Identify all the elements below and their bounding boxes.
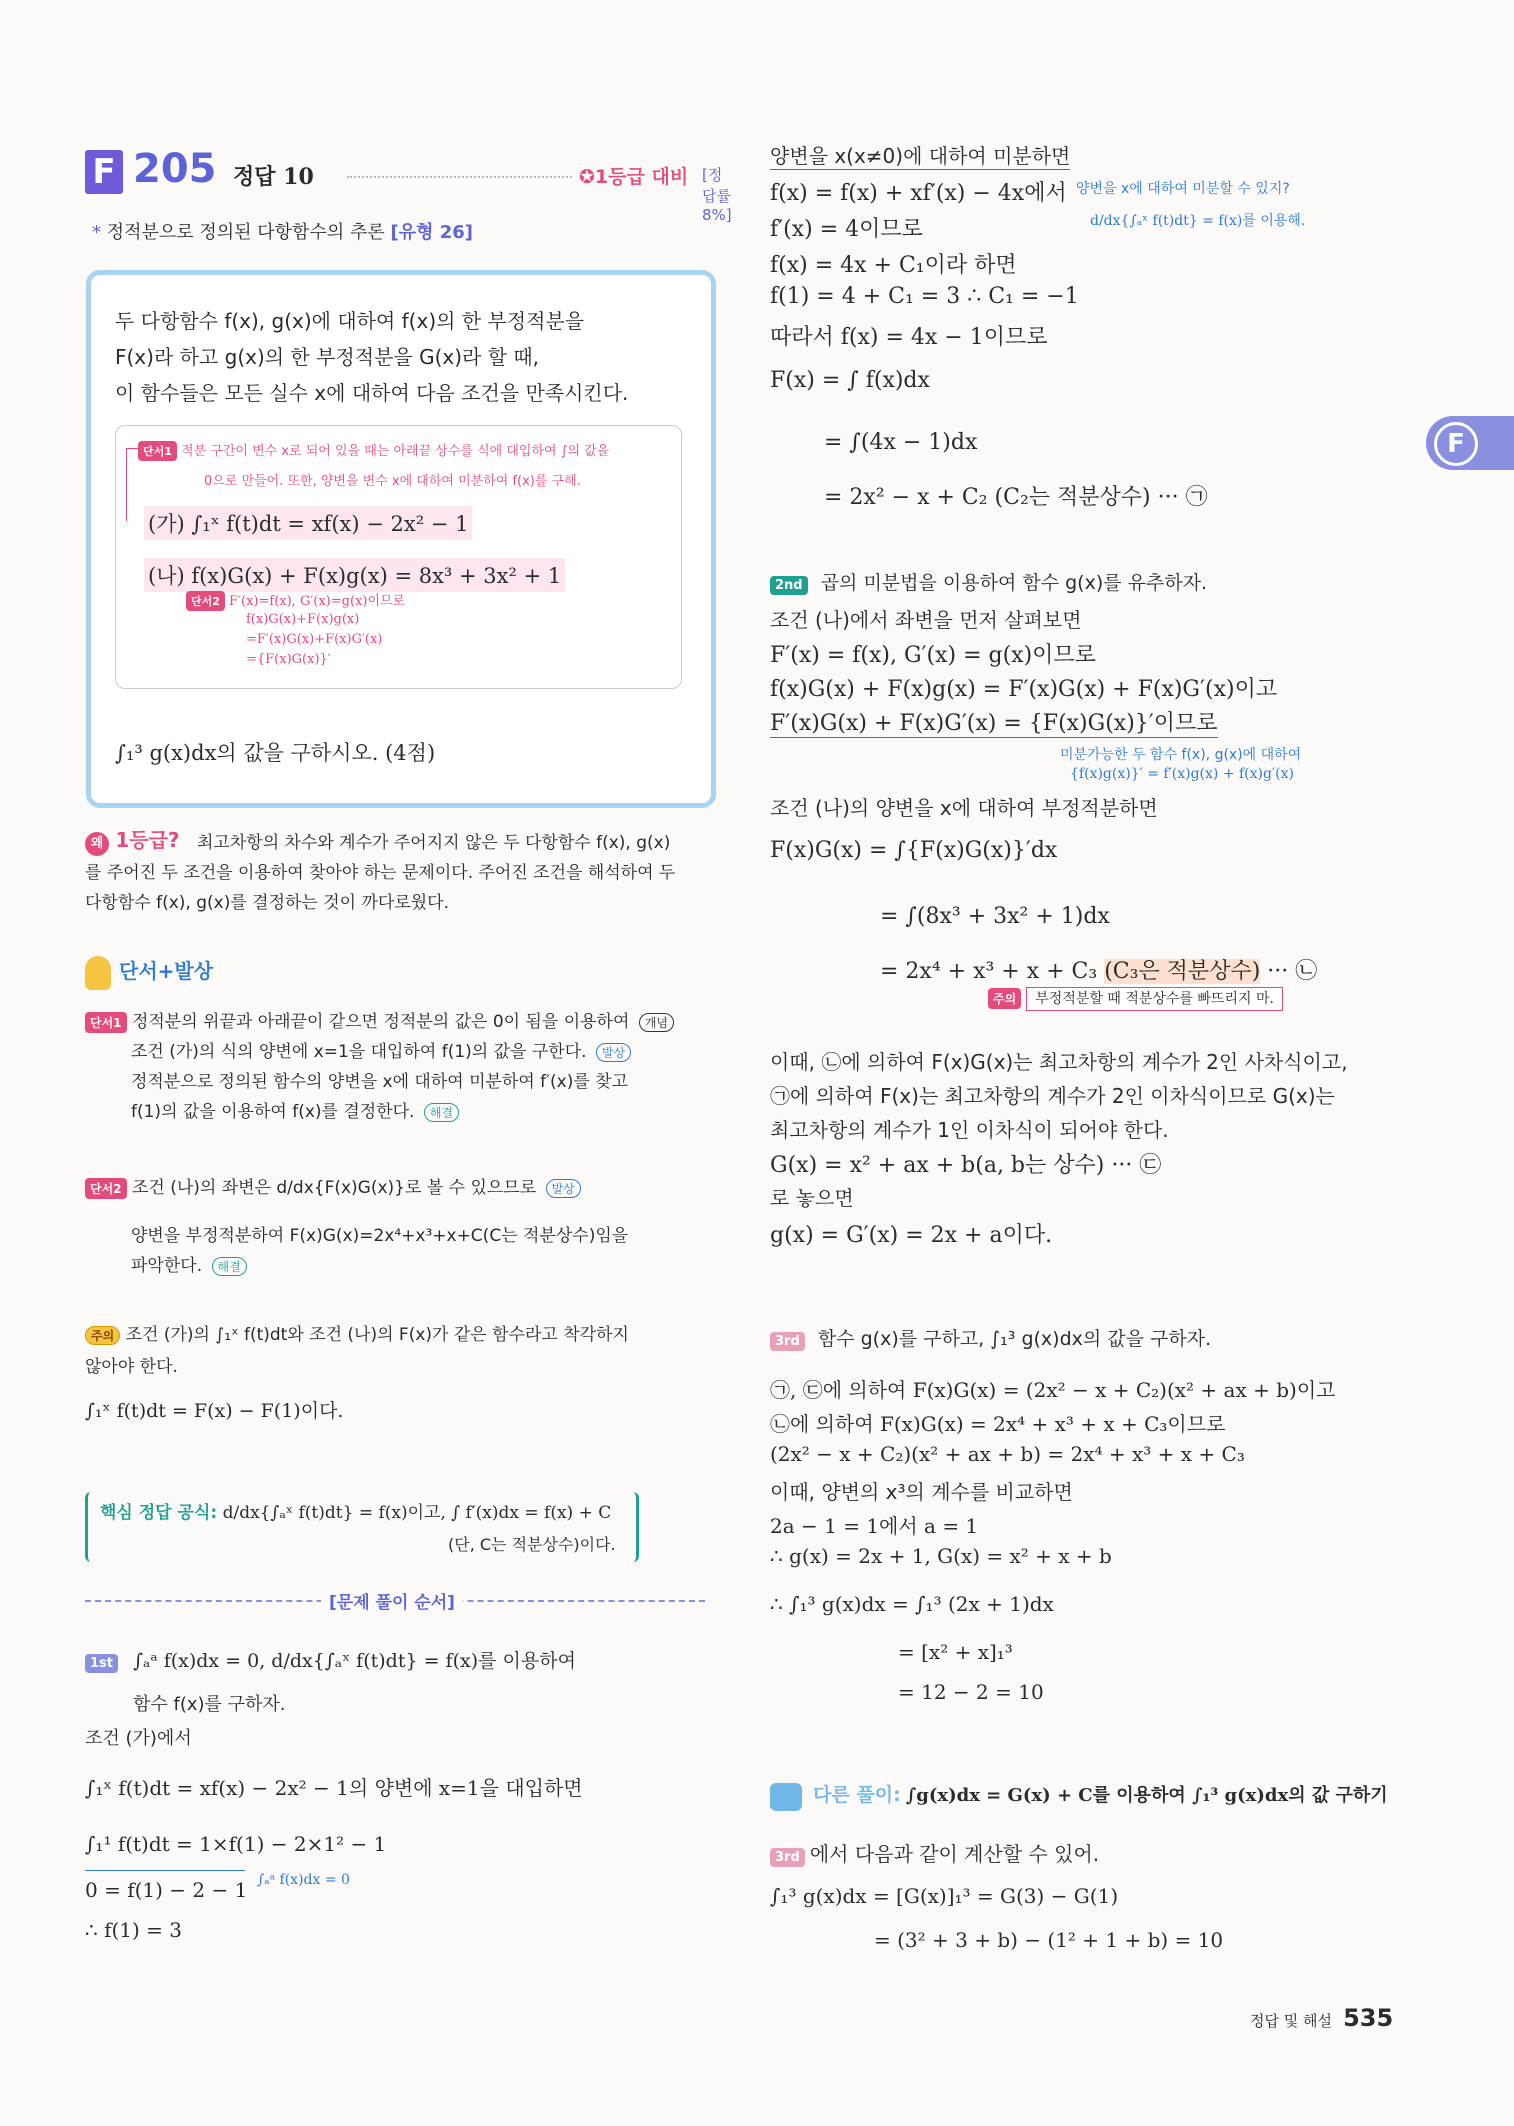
hint1-text-1: 적분 구간이 변수 x로 되어 있을 때는 아래끝 상수를 식에 대입하여 ∫의 값을 (181, 444, 610, 459)
formula-line-2: (단, C는 적분상수)이다. (448, 1535, 616, 1554)
caution-line-3: ∫₁ˣ f(t)dt = F(x) − F(1)이다. (85, 1400, 344, 1422)
step-1-line-6: 0 = f(1) − 2 − 1 (85, 1878, 248, 1902)
dotted-leader (347, 176, 572, 178)
clue-1-line-2 (131, 1037, 631, 1062)
hint1-text-2: 0으로 만들어. 또한, 양변을 변수 x에 대하여 미분하여 f(x)를 구해. (204, 474, 581, 489)
star-icon: ✪ (579, 166, 595, 188)
step-2-label: 2nd (770, 576, 808, 595)
s2-line-13: 로 놓으면 (770, 1186, 854, 1210)
clue-1-line-1 (85, 1007, 674, 1033)
step-2-title (770, 568, 1207, 595)
solution-order-divider (85, 1588, 705, 1612)
why-title-text: 1등급? (115, 828, 180, 852)
formula-label: 핵심 정답 공식: (100, 1503, 218, 1523)
solution-order-title: [문제 풀이 순서] (321, 1588, 463, 1613)
s3-line-6: ∴ g(x) = 2x + 1, G(x) = x² + x + b (770, 1544, 1112, 1568)
page-number: 535 (1343, 2004, 1394, 2032)
s2-line-2: F′(x) = f(x), G′(x) = g(x)이므로 (770, 643, 1096, 668)
clue-1-text-2: 조건 (가)의 식의 양변에 x=1을 대입하여 f(1)의 값을 구한다. (131, 1042, 587, 1062)
chapter-letter-badge: F (85, 150, 123, 194)
clue-2-text-3: 파악한다. (131, 1256, 203, 1276)
hint2-text-3: =F′(x)G(x)+F(x)G′(x) (246, 632, 383, 647)
clue-2-line-3 (131, 1251, 247, 1276)
r1-line-1: 양변을 x(x≠0)에 대하여 미분하면 (770, 140, 1070, 170)
step-1-line-7: ∴ f(1) = 3 (85, 1918, 183, 1942)
alt-icon (770, 1783, 802, 1811)
r1-note-2a: 양변을 x에 대하여 미분할 수 있지? (1076, 181, 1290, 197)
problem-question: ∫₁³ g(x)dx의 값을 구하시오. (4점) (115, 741, 436, 765)
step-1-line-5: ∫₁¹ f(t)dt = 1×f(1) − 2×1² − 1 (85, 1832, 387, 1856)
why-line-3: 다항함수 f(x), g(x)를 결정하는 것이 까다로웠다. (85, 893, 450, 913)
s2-line-11: 최고차항의 계수가 1인 이차식이 되어야 한다. (770, 1118, 1169, 1142)
clue-1-tag-solve: 해결 (424, 1103, 459, 1122)
clue-1-tag-concept: 개념 (639, 1013, 674, 1032)
s3-line-4: 이때, 양변의 x³의 계수를 비교하면 (770, 1480, 1073, 1504)
hint2-text-4: ={F(x)G(x)}′ (246, 652, 331, 667)
caution-badge: 주의 (85, 1326, 120, 1345)
step-3-title-text: 함수 g(x)를 구하고, ∫₁³ g(x)dx의 값을 구하자. (817, 1328, 1212, 1350)
topic-line (92, 218, 473, 244)
s2-line-9: 이때, ㉡에 의하여 F(x)G(x)는 최고차항의 계수가 2인 사차식이고, (770, 1050, 1348, 1074)
step-1-text-1: ∫ₐᵃ f(x)dx = 0, d/dx{∫ₐˣ f(t)dt} = f(x)를 이용하여 (133, 1650, 576, 1672)
s3-line-2: ㉡에 의하여 F(x)G(x) = 2x⁴ + x³ + x + C₃이므로 (770, 1412, 1226, 1436)
hint2 (186, 590, 405, 611)
s2-warning-text: 부정적분할 때 적분상수를 빠뜨리지 마. (1026, 987, 1283, 1011)
step-1-label: 1st (85, 1654, 118, 1673)
alt-label: 다른 풀이: (813, 1784, 901, 1806)
s2-line-4: F′(x)G(x) + F(x)G′(x) = {F(x)G(x)}′이므로 (770, 706, 1218, 738)
alt-line-1 (770, 1838, 1099, 1867)
clue-1-label: 단서1 (85, 1012, 127, 1033)
difficulty-label (579, 162, 688, 189)
s2-line-6: F(x)G(x) = ∫{F(x)G(x)}′dx (770, 838, 1058, 863)
problem-box (86, 270, 716, 808)
condition-a: (가) ∫₁ˣ f(t)dt = xf(x) − 2x² − 1 (144, 506, 472, 540)
alt-step-label: 3rd (770, 1848, 805, 1867)
s3-line-7: ∴ ∫₁³ g(x)dx = ∫₁³ (2x + 1)dx (770, 1592, 1054, 1616)
problem-number: 205 (133, 146, 217, 192)
alt-line-2: ∫₁³ g(x)dx = [G(x)]₁³ = G(3) − G(1) (770, 1884, 1119, 1908)
s2-warning-badge: 주의 (988, 988, 1021, 1009)
difficulty-text: 1등급 대비 (594, 166, 689, 188)
step-2-title-text: 곱의 미분법을 이용하여 함수 g(x)를 유추하자. (820, 572, 1208, 594)
r1-line-3: f′(x) = 4이므로 (770, 217, 923, 242)
r1-line-4: f(x) = 4x + C₁이라 하면 (770, 253, 1017, 278)
s2-note-4b: {f(x)g(x)}′ = f′(x)g(x) + f(x)g′(x) (1070, 766, 1294, 782)
s2-note-4a: 미분가능한 두 함수 f(x), g(x)에 대하여 (1060, 747, 1302, 763)
s3-line-8: = [x² + x]₁³ (898, 1640, 1013, 1664)
step-1-line-2: 함수 f(x)를 구하자. (133, 1694, 286, 1715)
clue-2-tag-solve: 해결 (212, 1257, 247, 1276)
clue-title: 단서+발상 (119, 959, 214, 983)
caution-text-1: 조건 (가)의 ∫₁ˣ f(t)dt와 조건 (나)의 F(x)가 같은 함수라고 착각하지 (125, 1325, 629, 1345)
why-line-1: 최고차항의 차수와 계수가 주어지지 않은 두 다항함수 f(x), g(x) (197, 833, 671, 853)
formula-text-1: d/dx{∫ₐˣ f(t)dt} = f(x)이고, ∫ f′(x)dx = f(x) + C (222, 1503, 612, 1523)
s2-line-1: 조건 (나)에서 좌변을 먼저 살펴보면 (770, 608, 1082, 632)
clue-1-text-4: f(1)의 값을 이용하여 f(x)를 결정한다. (131, 1102, 415, 1122)
s2-line-10: ㉠에 의하여 F(x)는 최고차항의 계수가 2인 이차식이므로 G(x)는 (770, 1084, 1335, 1108)
clue-2-text-1: 조건 (나)의 좌변은 d/dx{F(x)G(x)}로 볼 수 있으므로 (131, 1178, 537, 1198)
alt-line-3: = (3² + 3 + b) − (1² + 1 + b) = 10 (874, 1928, 1224, 1952)
page-footer (1250, 2004, 1393, 2032)
problem-line-3: 이 함수들은 모든 실수 x에 대하여 다음 조건을 만족시킨다. (115, 381, 629, 405)
why-title (85, 824, 180, 856)
r1-line-8: = ∫(4x − 1)dx (824, 430, 978, 455)
step-1-note-6: ∫ₐᵃ f(x)dx = 0 (257, 1872, 350, 1888)
r1-line-9: = 2x² − x + C₂ (C₂는 적분상수) ··· ㉠ (824, 485, 1208, 510)
problem-header (85, 146, 732, 224)
step-1-title (85, 1646, 576, 1673)
s2-line-8-mark: ··· ㉡ (1267, 959, 1318, 984)
clue-1-tag-idea: 발상 (596, 1043, 631, 1062)
s2-line-8-note: (C₃은 적분상수) (1104, 959, 1261, 984)
why-line-2: 를 주어진 두 조건을 이용하여 찾아야 하는 문제이다. 주어진 조건을 해석하여 두 (85, 863, 676, 883)
s2-line-12: G(x) = x² + ax + b(a, b는 상수) ··· ㉢ (770, 1153, 1162, 1178)
s2-line-7: = ∫(8x³ + 3x² + 1)dx (880, 904, 1110, 929)
clue-1-line-3: 정적분으로 정의된 함수의 양변을 x에 대하여 미분하여 f′(x)를 찾고 (131, 1072, 629, 1092)
problem-line-1: 두 다항함수 f(x), g(x)에 대하여 f(x)의 한 부정적분을 (115, 309, 585, 333)
s3-line-5: 2a − 1 = 1에서 a = 1 (770, 1514, 979, 1538)
formula-line-1 (100, 1498, 611, 1523)
condition-b: (나) f(x)G(x) + F(x)g(x) = 8x³ + 3x² + 1 (144, 558, 565, 592)
caution-line-1 (85, 1320, 629, 1345)
s2-line-14: g(x) = G′(x) = 2x + a이다. (770, 1223, 1053, 1248)
step-1-line-3: 조건 (가)에서 (85, 1728, 192, 1749)
chapter-side-tab (1426, 416, 1514, 470)
asterisk-icon: * (92, 222, 101, 243)
s2-line-8 (880, 954, 1317, 985)
clue-2-label: 단서2 (85, 1178, 127, 1199)
step-1-arrow (85, 1870, 245, 1871)
hint2-text-1: F′(x)=f(x), G′(x)=g(x)이므로 (229, 594, 406, 609)
s2-line-5: 조건 (나)의 양변을 x에 대하여 부정적분하면 (770, 796, 1158, 820)
correct-rate: [정답률 8%] (702, 166, 732, 224)
alt-title (770, 1780, 1388, 1811)
clue-2-line-1 (85, 1173, 581, 1199)
s3-line-1: ㉠, ㉢에 의하여 F(x)G(x) = (2x² − x + C₂)(x² + ax + b)이고 (770, 1378, 1336, 1402)
r1-note-2b: d/dx{∫ₐˣ f(t)dt} = f(x)를 이용해. (1090, 213, 1306, 229)
hint2-label: 단서2 (186, 591, 225, 611)
s3-line-3: (2x² − x + C₂)(x² + ax + b) = 2x⁴ + x³ + x + C₃ (770, 1442, 1245, 1466)
alt-title-text: ∫g(x)dx = G(x) + C를 이용하여 ∫₁³ g(x)dx의 값 구하기 (905, 1785, 1388, 1806)
hint2-text-2: f(x)G(x)+F(x)g(x) (246, 612, 360, 627)
step-3-label: 3rd (770, 1332, 805, 1351)
r1-line-6: 따라서 f(x) = 4x − 1이므로 (770, 325, 1048, 350)
answer-label: 정답 10 (233, 164, 314, 190)
alt-text-1: 에서 다음과 같이 계산할 수 있어. (809, 1842, 1100, 1866)
step-3-title (770, 1324, 1211, 1351)
why-badge: 왜 (85, 832, 109, 856)
lightbulb-icon (85, 956, 111, 990)
s3-line-9: = 12 − 2 = 10 (898, 1680, 1044, 1704)
s2-warning (988, 988, 1283, 1009)
clue-2-tag-idea: 발상 (546, 1179, 581, 1198)
hint1-label: 단서1 (138, 441, 177, 461)
s2-line-3: f(x)G(x) + F(x)g(x) = F′(x)G(x) + F(x)G′(x)이고 (770, 677, 1278, 702)
r1-line-7: F(x) = ∫ f(x)dx (770, 368, 930, 393)
caution-line-2: 않아야 한다. (85, 1357, 178, 1377)
formula-box (85, 1492, 639, 1562)
conditions-box (115, 425, 682, 689)
r1-line-5: f(1) = 4 + C₁ = 3 ∴ C₁ = −1 (770, 284, 1079, 309)
topic-type: [유형 26] (390, 222, 473, 243)
clue-1-text-1: 정적분의 위끝과 아래끝이 같으면 정적분의 값은 0이 됨을 이용하여 (131, 1012, 630, 1032)
r1-line-2: f(x) = f(x) + xf′(x) − 4x에서 (770, 181, 1067, 206)
chapter-side-tab-letter: F (1434, 422, 1478, 466)
hint1-bracket (126, 448, 139, 521)
clue-heading (85, 955, 213, 990)
footer-label: 정답 및 해설 (1250, 2012, 1332, 2030)
hint1 (138, 440, 609, 461)
clue-2-line-2: 양변을 부정적분하여 F(x)G(x)=2x⁴+x³+x+C(C는 적분상수)임을 (131, 1226, 629, 1246)
topic-text: 정적분으로 정의된 다항함수의 추론 (106, 222, 385, 243)
step-1-line-4: ∫₁ˣ f(t)dt = xf(x) − 2x² − 1의 양변에 x=1을 대입하면 (85, 1776, 583, 1800)
clue-1-line-4 (131, 1097, 459, 1122)
s2-line-8-expr: = 2x⁴ + x³ + x + C₃ (880, 959, 1098, 984)
problem-line-2: F(x)라 하고 g(x)의 한 부정적분을 G(x)라 할 때, (115, 345, 540, 369)
